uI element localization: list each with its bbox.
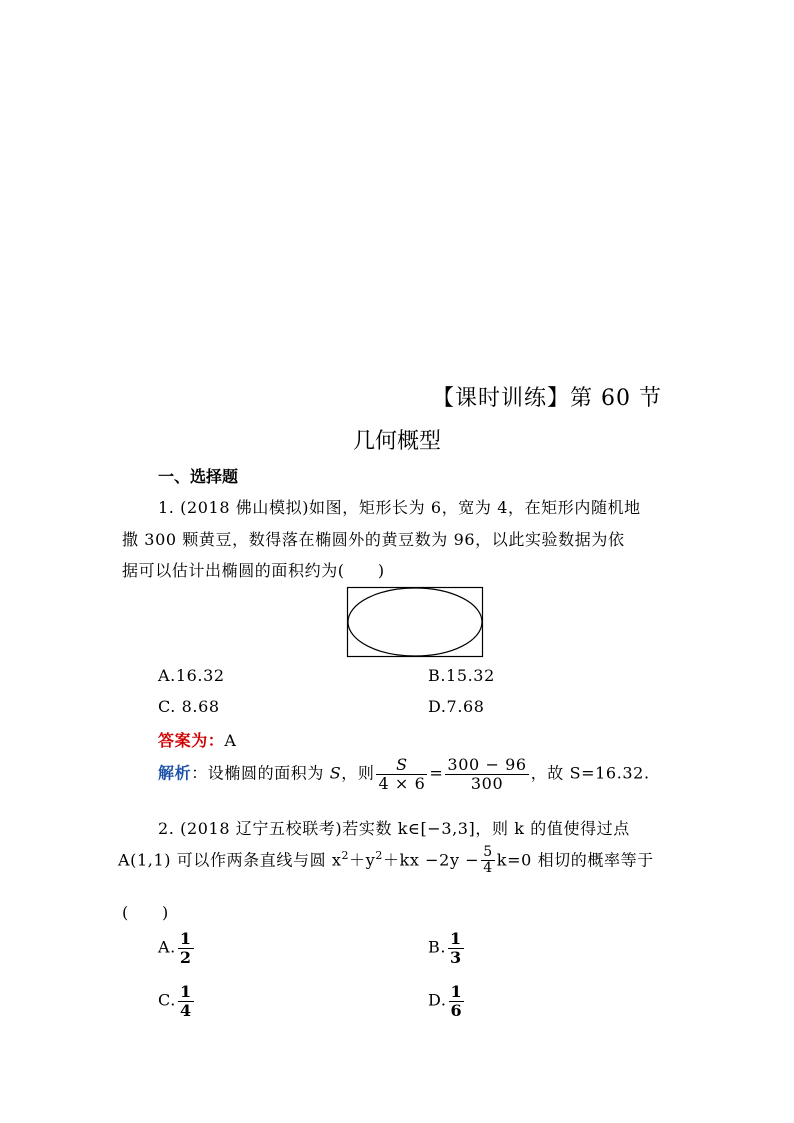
figure-ellipse <box>348 588 482 656</box>
q1-option-c: C. 8.68 <box>158 697 220 716</box>
fraction-204-over-300 <box>445 756 528 792</box>
q2-option-c <box>158 983 196 1019</box>
fraction-s-over-24 <box>376 756 427 792</box>
q2-option-c-num: 1 <box>179 982 192 1001</box>
analysis-text-tail: ，故 S=16.32. <box>530 763 650 783</box>
q2-option-c-label: C. <box>158 990 176 1010</box>
q2-line-2 <box>118 845 654 877</box>
answer-value: A <box>224 731 237 750</box>
answer-label: 答案为： <box>158 731 225 750</box>
q2-option-b-label: B. <box>428 937 447 957</box>
analysis-text-pre: ：设椭圆的面积为 <box>191 763 330 783</box>
q2-line-1: 2. (2018 辽宁五校联考)若实数 k∈[−3,3]，则 k 的值使得过点 <box>158 819 630 838</box>
q2-option-c-fraction <box>178 983 194 1019</box>
analysis-label: 解析 <box>158 763 192 783</box>
q2-sup-2: 2 <box>375 849 383 863</box>
q2-frac-numerator: 5 <box>483 844 493 860</box>
frac1-denominator: 4 × 6 <box>378 773 426 793</box>
rectangle-ellipse-figure <box>346 586 484 658</box>
q2-text-a: A(1,1) 可以作两条直线与圆 x <box>118 850 342 870</box>
q1-analysis <box>158 756 650 792</box>
q2-text-d: k=0 相切的概率等于 <box>496 850 654 870</box>
q2-option-d-label: D. <box>428 990 447 1010</box>
q2-option-d-num: 1 <box>450 982 463 1001</box>
section-title: 一、选择题 <box>158 467 239 486</box>
q2-option-a-label: A. <box>158 937 176 957</box>
variable-s: S <box>329 763 342 783</box>
topic-title: 几何概型 <box>352 429 441 454</box>
q2-option-a-den: 2 <box>179 947 192 967</box>
q2-line-3: ( ) <box>122 903 169 922</box>
q2-option-b-fraction <box>448 930 464 966</box>
q2-option-b-num: 1 <box>450 929 462 948</box>
q2-option-c-den: 4 <box>179 1000 192 1020</box>
q2-option-b <box>428 930 466 966</box>
q2-sup-1: 2 <box>341 849 350 863</box>
analysis-text-mid: ，则 <box>341 763 375 783</box>
q2-frac-denominator: 4 <box>483 860 493 877</box>
fraction-five-fourths <box>481 845 495 877</box>
frac2-denominator: 300 <box>470 773 504 793</box>
q1-line-1: 1. (2018 佛山模拟)如图，矩形长为 6，宽为 4，在矩形内随机地 <box>158 498 641 517</box>
q2-text-b: ＋y <box>349 850 376 870</box>
q1-option-d: D.7.68 <box>428 697 485 716</box>
equals-sign: = <box>429 763 444 783</box>
frac1-numerator: S <box>376 756 427 775</box>
q2-option-a-fraction <box>178 930 194 966</box>
q2-option-b-den: 3 <box>450 947 462 967</box>
q1-option-a: A.16.32 <box>158 666 225 685</box>
q2-option-a <box>158 930 196 966</box>
q2-text-c: ＋kx −2y − <box>382 850 480 870</box>
q2-option-d <box>428 983 466 1019</box>
q2-option-d-fraction <box>449 983 465 1019</box>
frac2-numerator: 300 − 96 <box>447 755 527 774</box>
q2-option-d-den: 6 <box>450 1000 463 1020</box>
q1-option-b: B.15.32 <box>428 666 495 685</box>
q2-option-a-num: 1 <box>179 929 192 948</box>
q1-line-3: 据可以估计出椭圆的面积约为( ) <box>122 561 385 580</box>
q1-line-2: 撒 300 颗黄豆，数得落在椭圆外的黄豆数为 96，以此实验数据为依 <box>122 530 625 549</box>
lesson-heading: 【课时训练】第 60 节 <box>432 386 662 411</box>
q1-answer <box>158 728 237 751</box>
